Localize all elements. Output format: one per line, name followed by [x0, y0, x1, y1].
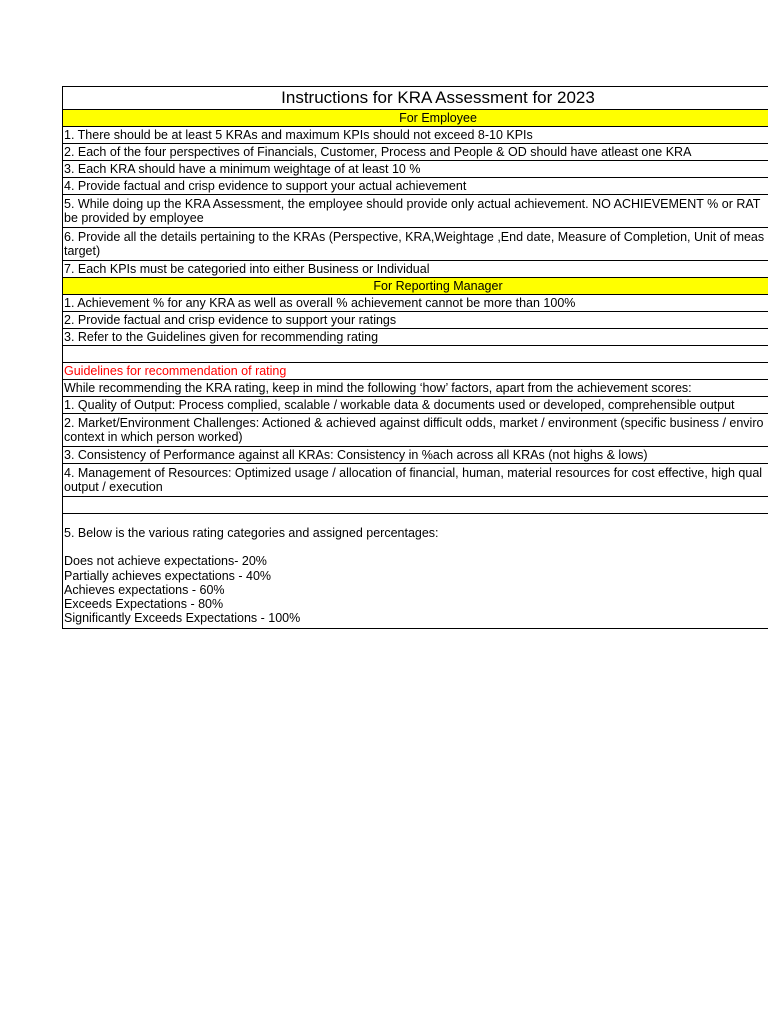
rating-category: Significantly Exceeds Expectations - 100% — [64, 611, 301, 626]
rating-category: Partially achieves expectations - 40% — [64, 568, 272, 583]
rating-category: Exceeds Expectations - 80% — [64, 597, 224, 612]
employee-item-3: 3. Each KRA should have a minimum weightage of at least 10 % — [63, 161, 768, 178]
guideline-item-3: 3. Consistency of Performance against all KRAs: Consistency in %ach across all KRAs (not highs & lows) — [63, 447, 768, 464]
manager-item-1: 1. Achievement % for any KRA as well as overall % achievement cannot be more than 100% — [63, 295, 768, 312]
instruction-sheet — [62, 86, 768, 629]
employee-item-2: 2. Each of the four perspectives of Financials, Customer, Process and People & OD should have atleast one KRA — [63, 144, 768, 161]
empty-row — [63, 346, 768, 363]
guideline-item-4: 4. Management of Resources: Optimized usage / allocation of financial, human, material resources for cost effective, high qual output / execution — [63, 464, 768, 497]
employee-item-5: 5. While doing up the KRA Assessment, the employee should provide only actual achievement. NO ACHIEVEMENT % or RAT be provided by employee — [63, 195, 768, 228]
manager-item-3: 3. Refer to the Guidelines given for recommending rating — [63, 329, 768, 346]
empty-row — [63, 497, 768, 514]
employee-section-header: For Employee — [63, 110, 768, 127]
guideline-item-1: 1. Quality of Output: Process complied, scalable / workable data & documents used or developed, comprehensible output — [63, 397, 768, 414]
guidelines-header: Guidelines for recommendation of rating — [63, 363, 768, 380]
manager-item-2: 2. Provide factual and crisp evidence to support your ratings — [63, 312, 768, 329]
rating-intro: 5. Below is the various rating categories and assigned percentages: — [64, 526, 439, 540]
rating-category: Does not achieve expectations- 20% — [64, 554, 267, 569]
employee-item-6: 6. Provide all the details pertaining to the KRAs (Perspective, KRA,Weightage ,End date, Measure of Completion, Unit of meas target) — [63, 228, 768, 261]
employee-item-7: 7. Each KPIs must be categoried into either Business or Individual — [63, 261, 768, 278]
employee-item-1: 1. There should be at least 5 KRAs and maximum KPIs should not exceed 8-10 KPIs — [63, 127, 768, 144]
rating-category: Achieves expectations - 60% — [64, 582, 225, 597]
sheet-title: Instructions for KRA Assessment for 2023 — [63, 87, 768, 110]
rating-categories-block — [63, 514, 768, 629]
employee-item-4: 4. Provide factual and crisp evidence to support your actual achievement — [63, 178, 768, 195]
guideline-item-2: 2. Market/Environment Challenges: Actioned & achieved against difficult odds, market / environment (specific business / enviro context in which person worked) — [63, 414, 768, 447]
guidelines-intro: While recommending the KRA rating, keep in mind the following ‘how’ factors, apart from the achievement scores: — [63, 380, 768, 397]
manager-section-header: For Reporting Manager — [63, 278, 768, 295]
